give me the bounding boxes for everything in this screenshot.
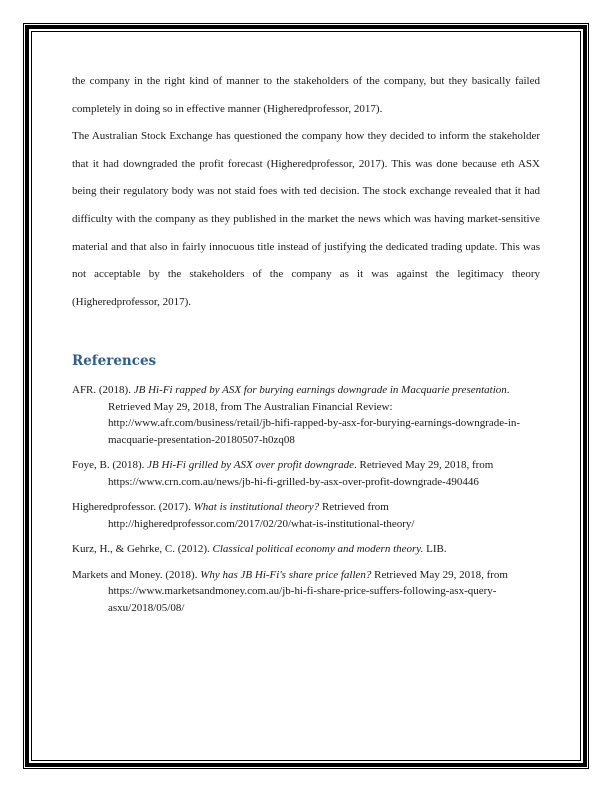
- page-content: [72, 68, 540, 625]
- reference-item: [72, 541, 540, 558]
- reference-item: [72, 382, 540, 448]
- reference-author-date: Markets and Money. (2018).: [72, 568, 201, 581]
- reference-source: Retrieved from http://higheredprofessor.com/2017/02/20/what-is-institutional-theory/: [108, 501, 415, 530]
- reference-source: . Retrieved May 29, 2018, from https://www.crn.com.au/news/jb-hi-fi-grilled-by-asx-over-profit-downgrade-490446: [108, 459, 494, 488]
- reference-item: [72, 457, 540, 490]
- reference-title: JB Hi-Fi grilled by ASX over profit downgrade: [147, 459, 355, 472]
- reference-author-date: Kurz, H., & Gehrke, C. (2012).: [72, 543, 213, 556]
- body-paragraph: The Australian Stock Exchange has questioned the company how they decided to inform the stakeholder that it had downgraded the profit forecast (Higheredprofessor, 2017). This was done because eth ASX being their regulatory body was not staid foes with ted decision. The stock exchange revealed that it had difficulty with the company as they published in the market the news which was having market-sensitive material and that also in fairly innocuous title instead of justifying the dedicated trading update. This was not acceptable by the stakeholders of the company as it was against the legitimacy theory (Higheredprofessor, 2017).: [72, 130, 540, 308]
- reference-author-date: Foye, B. (2018).: [72, 459, 148, 472]
- reference-source: . Retrieved May 29, 2018, from The Australian Financial Review: http://www.afr.com/business/retail/jb-hifi-rapped-by-asx-for-burying-earnings-downgrade-in-macquarie-presentation-20180507-h0zq08: [108, 384, 521, 446]
- reference-author-date: AFR. (2018).: [72, 384, 134, 397]
- references-heading: References: [72, 353, 157, 370]
- reference-source: Retrieved May 29, 2018, from https://www.marketsandmoney.com.au/jb-hi-fi-share-price-suffers-following-asx-query-asxu/2018/05/08/: [108, 568, 508, 614]
- reference-item: [72, 499, 540, 532]
- reference-author-date: Higheredprofessor. (2017).: [72, 501, 194, 514]
- body-paragraph: the company in the right kind of manner to the stakeholders of the company, but they basically failed completely in doing so in effective manner (Higheredprofessor, 2017).: [72, 75, 540, 115]
- references-list: [72, 382, 540, 616]
- reference-item: [72, 567, 540, 617]
- reference-title: JB Hi-Fi rapped by ASX for burying earnings downgrade in Macquarie presentation: [133, 384, 507, 397]
- reference-source: LIB.: [423, 543, 447, 556]
- reference-title: Classical political economy and modern theory.: [212, 543, 424, 556]
- reference-title: Why has JB Hi-Fi's share price fallen?: [200, 568, 372, 581]
- reference-title: What is institutional theory?: [193, 501, 320, 514]
